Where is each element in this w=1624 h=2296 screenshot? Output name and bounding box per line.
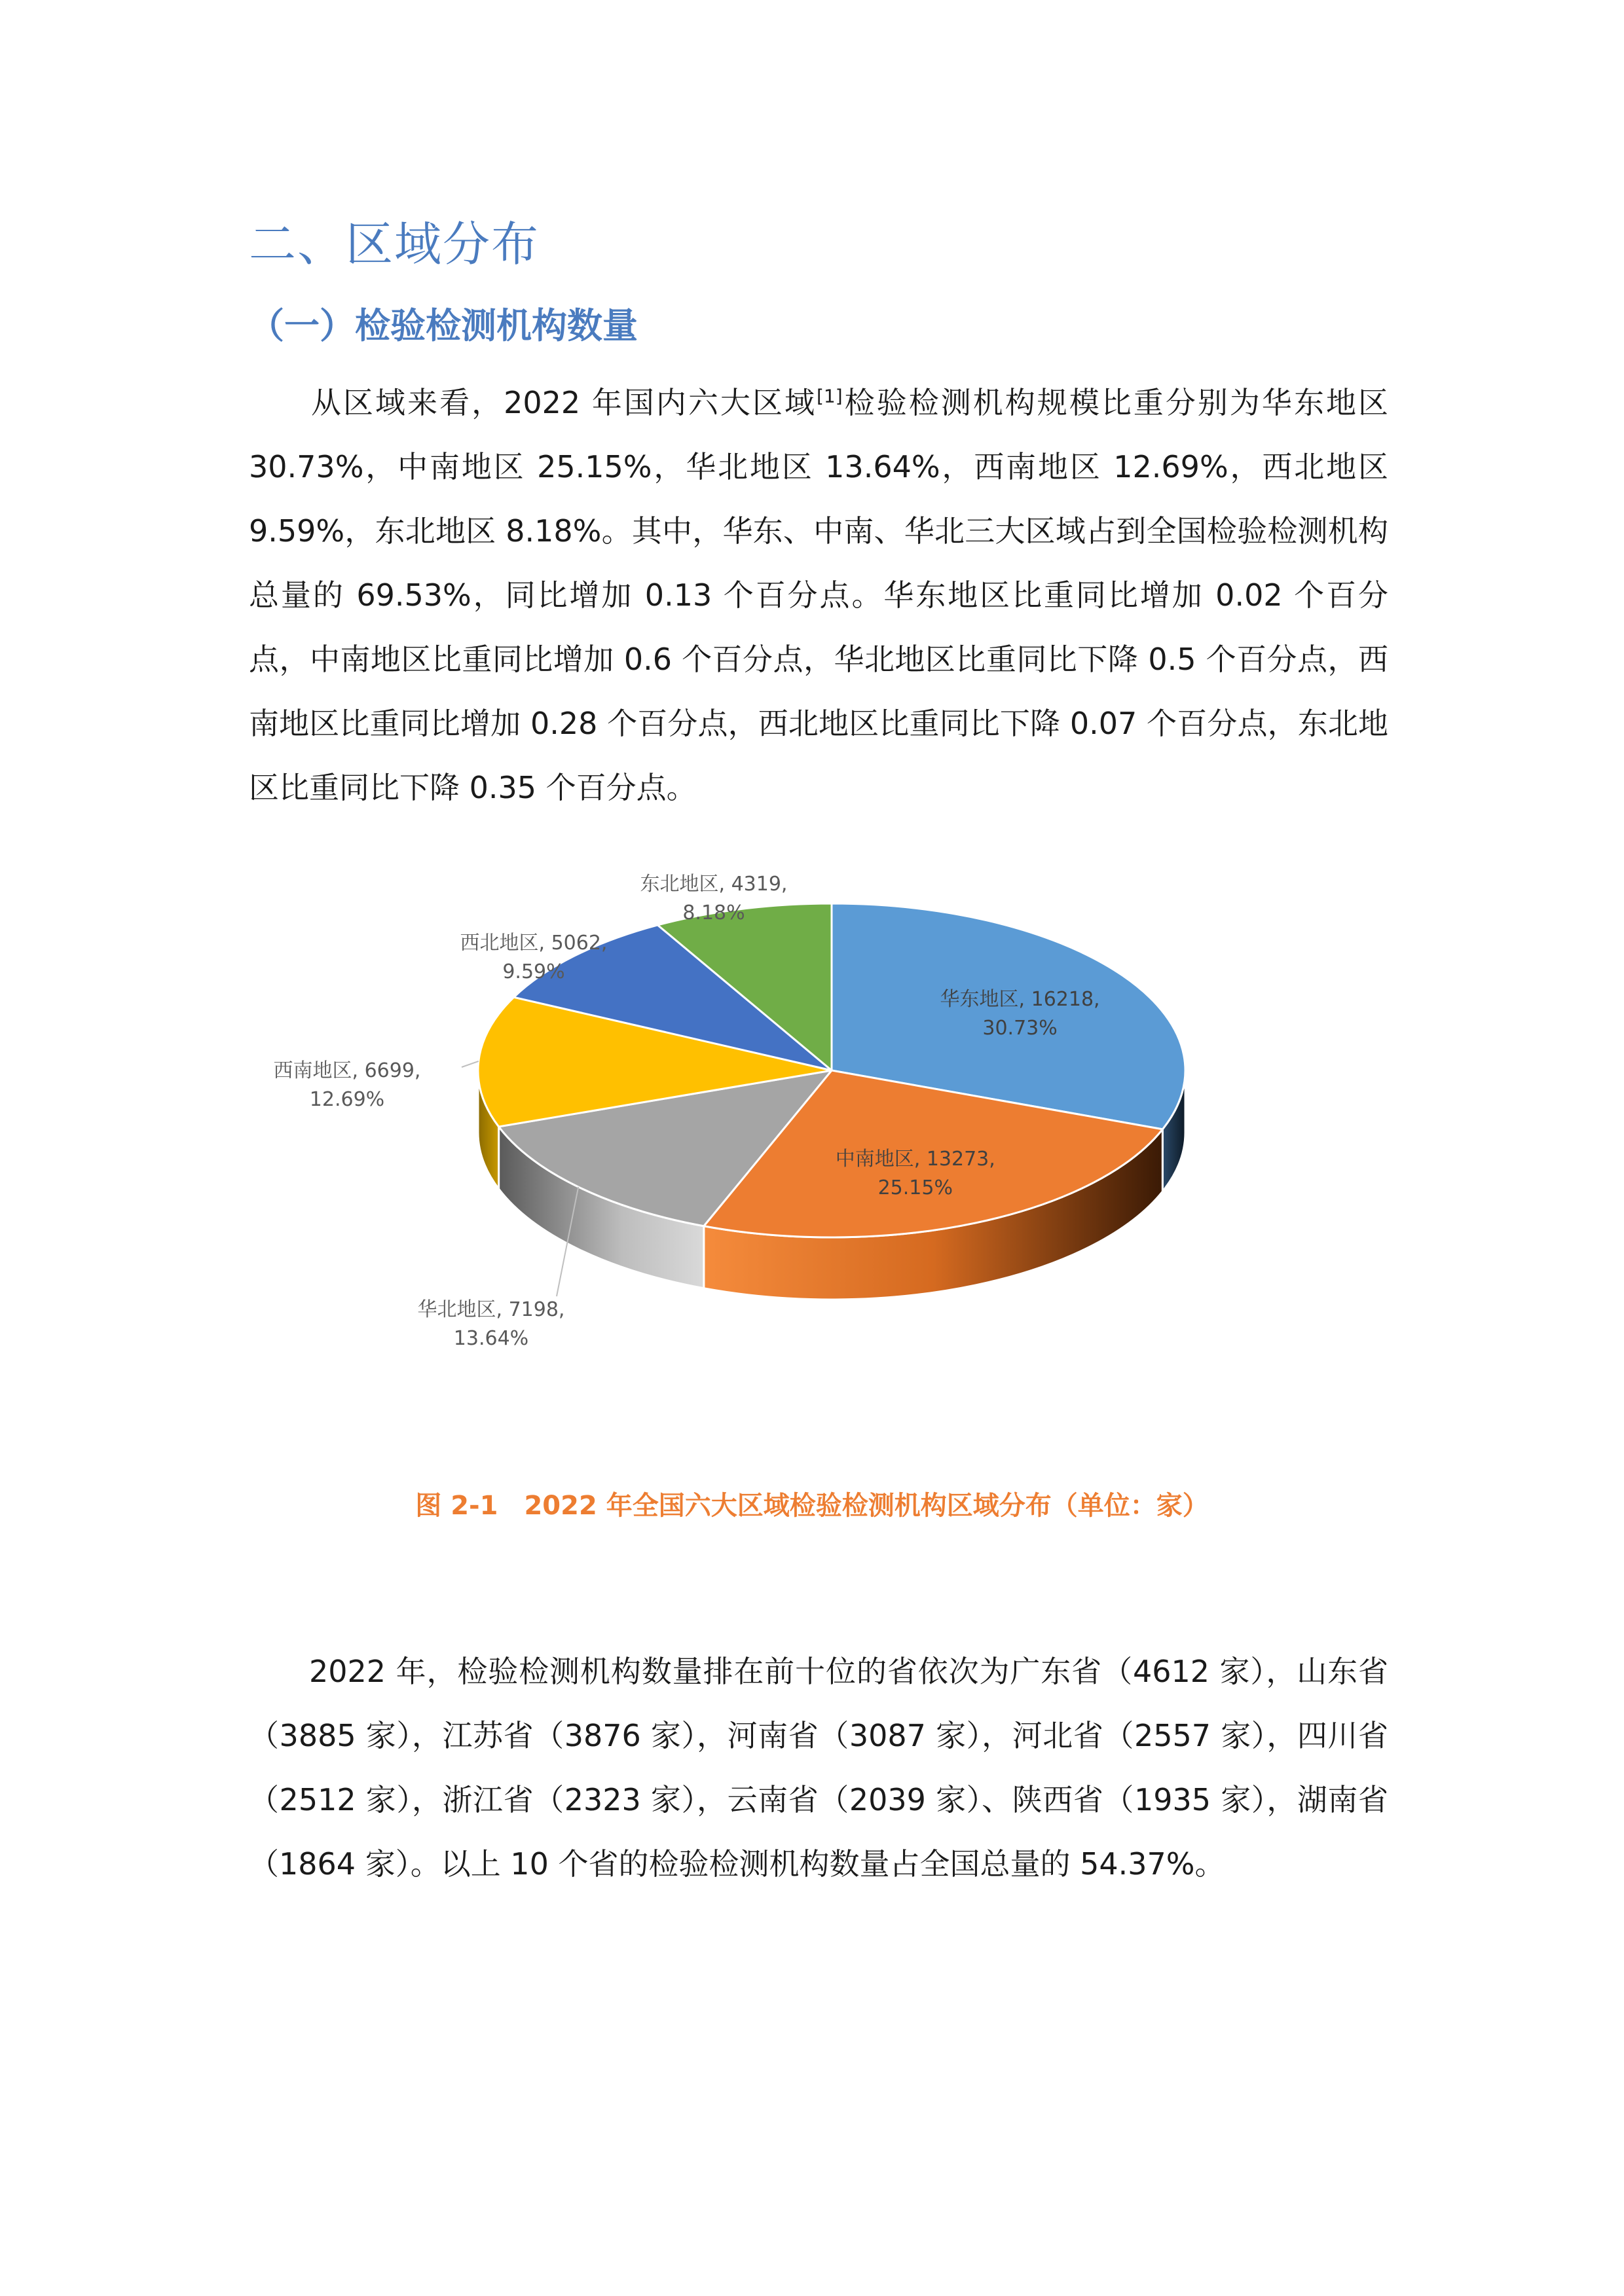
paragraph-text-rest: 检验检测机构规模比重分别为华东地区 30.73%，中南地区 25.15%，华北地区 13.64%，西南地区 12.69%，西北地区 9.59%，东北地区 8.18%。其中，华东、中南、华北三大区域占到全国检验检测机构总量的 69.53%，同比增加 0.13 个百分点。华东地区比重同比增加 0.02 个百分点，中南地区比重同比增加 0.6 个百分点，华北地区比重同比下降 0.5 个百分点，西南地区比重同比增加 0.28 个百分点，西北地区比重同比下降 0.07 个百分点，东北地区比重同比下降 0.35 个百分点。 — [249, 385, 1388, 805]
pie-label-east: 华东地区, 16218, — [940, 987, 1100, 1011]
paragraph-text: 2022 年，检验检测机构数量排在前十位的省依次为广东省（4612 家），山东省（3885 家），江苏省（3876 家），河南省（3087 家），河北省（2557 家），四川省（2512 家），浙江省（2323 家），云南省（2039 家）、陕西省（1935 家），湖南省（1864 家）。以上 10 个省的检验检测机构数量占全国总量的 54.37%。 — [249, 1654, 1388, 1882]
pie-percent-southwest: 12.69% — [309, 1088, 385, 1111]
pie-percent-northwest: 9.59% — [502, 960, 565, 983]
paragraph-top-provinces — [249, 1639, 1388, 1896]
figure-caption: 图 2-1 2022 年全国六大区域检验检测机构区域分布（单位：家） — [415, 1491, 1209, 1521]
pie-percent-north: 13.64% — [453, 1327, 529, 1350]
leader-line-southwest — [462, 1061, 479, 1067]
section-title: 二、区域分布 — [249, 217, 540, 272]
pie-percent-east: 30.73% — [982, 1016, 1058, 1040]
pie-label-southwest: 西南地区, 6699, — [273, 1059, 421, 1082]
footnote-ref[interactable]: [1] — [816, 385, 843, 407]
pie-label-northeast: 东北地区, 4319, — [640, 873, 788, 896]
pie-percent-northeast: 8.18% — [682, 902, 745, 924]
subsection-title: （一）检验检测机构数量 — [249, 305, 638, 346]
pie-chart — [0, 825, 1624, 1401]
paragraph-text-start: 从区域来看，2022 年国内六大区域 — [309, 385, 817, 420]
pie-label-central-south: 中南地区, 13273, — [835, 1148, 995, 1171]
pie-percent-central-south: 25.15% — [877, 1176, 953, 1200]
pie-label-north: 华北地区, 7198, — [417, 1298, 565, 1321]
pie-label-northwest: 西北地区, 5062, — [460, 932, 608, 955]
paragraph-region-share — [249, 371, 1388, 820]
